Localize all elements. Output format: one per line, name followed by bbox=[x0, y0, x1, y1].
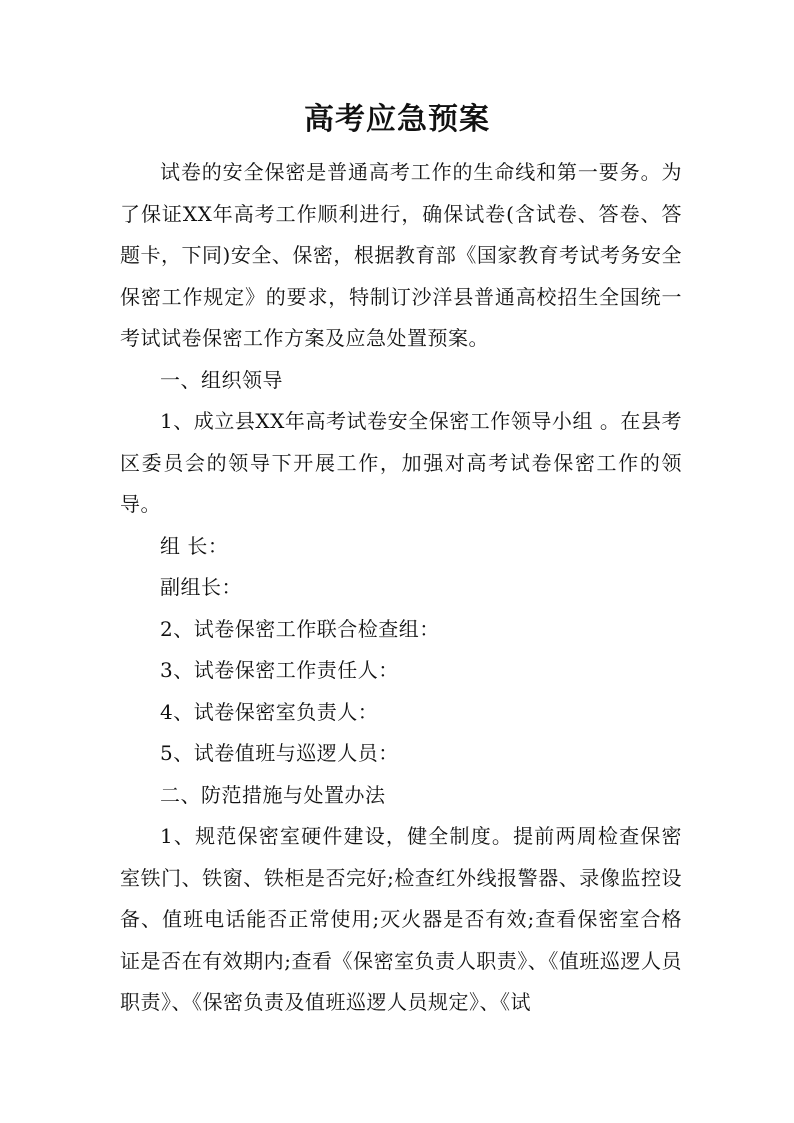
line-group-leader: 组 长： bbox=[160, 533, 229, 558]
document-body bbox=[120, 152, 682, 1024]
document-title: 高考应急预案 bbox=[304, 102, 490, 137]
line-patrol-staff: 5、试卷值班与巡逻人员： bbox=[160, 741, 399, 765]
line-responsible-person: 3、试卷保密工作责任人： bbox=[160, 658, 399, 682]
section-heading-measures: 二、防范措施与处置办法 bbox=[160, 782, 386, 807]
line-room-manager: 4、试卷保密室负责人： bbox=[160, 699, 379, 724]
intro-paragraph: 试卷的安全保密是普通高考工作的生命线和第一要务。为了保证XX年高考工作顺利进行，确保试卷(含试卷、答卷、答题卡，下同)安全、保密，根据教育部《国家教育考试考务安全保密工作规定》的要求，特制订沙洋县普通高校招生全国统一考试试卷保密工作方案及应急处置预案。 bbox=[120, 160, 682, 350]
section-heading-organization: 一、组织领导 bbox=[160, 367, 283, 392]
line-deputy-leader: 副组长： bbox=[160, 575, 242, 599]
paragraph-leading-group: 1、成立县XX年高考试卷安全保密工作领导小组 。在县考区委员会的领导下开展工作，加强对高考试卷保密工作的领导。 bbox=[120, 409, 682, 516]
paragraph-room-construction: 1、规范保密室硬件建设，健全制度。提前两周检查保密室铁门、铁窗、铁柜是否完好;检查红外线报警器、录像监控设备、值班电话能否正常使用;灭火器是否有效;查看保密室合格证是否在有效期内;查看《保密室负责人职责》、《值班巡逻人员职责》、《保密负责及值班巡逻人员规定》、《试 bbox=[120, 824, 682, 1014]
line-inspection-group: 2、试卷保密工作联合检查组： bbox=[160, 616, 440, 641]
